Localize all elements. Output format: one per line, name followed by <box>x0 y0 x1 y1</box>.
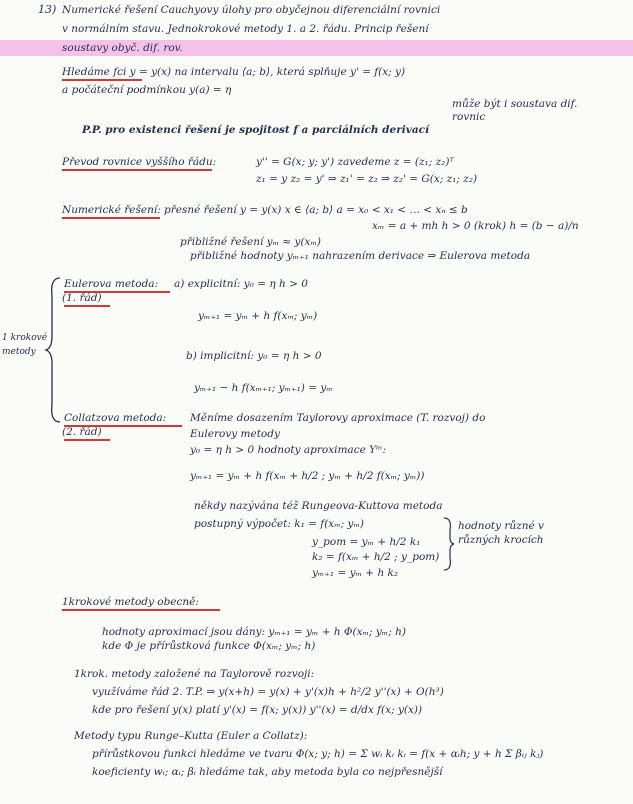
right-brace <box>442 516 456 572</box>
euler-label: Eulerova metoda: <box>64 278 159 290</box>
general-label: 1krokové metody obecně: <box>62 596 199 608</box>
collatz-line-8: k₂ = f(xₘ + h/2 ; y_pom) <box>312 551 440 563</box>
intro-line-1: Hledáme fci y = y(x) na intervalu ⟨a; b⟩, která splňuje y' = f(x; y) <box>62 66 406 78</box>
numeric-line-3: přibližné řešení yₘ ≈ y(xₘ) <box>180 236 322 248</box>
euler-implicit-2: yₘ₊₁ − h f(xₘ₊₁; yₘ₊₁) = yₘ <box>194 382 333 394</box>
red-underline <box>64 439 110 441</box>
red-underline <box>62 609 220 611</box>
collatz-line-5: někdy nazývána též Rungeova-Kuttova metoda <box>194 500 443 512</box>
red-underline <box>62 217 160 219</box>
header-line-1: Numerické řešení Cauchyovy úlohy pro obyčejnou diferenciální rovnici <box>62 4 441 16</box>
collatz-line-9: yₘ₊₁ = yₘ + h k₂ <box>312 567 399 579</box>
intro-line-2: a počáteční podmínkou y(a) = η <box>62 84 232 96</box>
red-underline <box>62 169 212 171</box>
general-line-1: hodnoty aproximací jsou dány: yₘ₊₁ = yₘ + h Φ(xₘ; yₘ; h) <box>102 626 406 638</box>
collatz-note-2: různých krocích <box>458 534 544 546</box>
intro-note-1: může být i soustava dif. <box>452 98 578 110</box>
numeric-line-2: xₘ = a + mh h > 0 (krok) h = (b − a)/n <box>372 220 579 232</box>
rk-line-3: koeficienty wᵢ; αᵢ; βᵢ hledáme tak, aby metoda byla co nejpřesnější <box>92 766 443 778</box>
euler-explicit-2: yₘ₊₁ = yₘ + h f(xₘ; yₘ) <box>198 310 318 322</box>
taylor-line-2: využíváme řád 2. T.P. ⇒ y(x+h) = y(x) + y'(x)h + h²/2 y''(x) + O(h³) <box>92 686 444 698</box>
euler-explicit-1: a) explicitní: y₀ = η h > 0 <box>174 278 308 290</box>
taylor-line-1: 1krok. metody založené na Taylorově rozvoji: <box>74 668 315 680</box>
taylor-line-3: kde pro řešení y(x) platí y'(x) = f(x; y(x)) y''(x) = d/dx f(x; y(x)) <box>92 704 423 716</box>
pp-condition: P.P. pro existenci řešení je spojitost f a parciálních derivací <box>82 124 430 136</box>
numeric-label: Numerické řešení: <box>62 204 161 216</box>
collatz-line-4: yₘ₊₁ = yₘ + h f(xₘ + h/2 ; yₘ + h/2 f(xₘ; yₘ)) <box>190 470 425 482</box>
numeric-line-1: přesné řešení y = y(x) x ∈ ⟨a; b⟩ a = x₀ < x₁ < … < xₙ ≤ b <box>164 204 468 216</box>
reduction-label: Převod rovnice vyššího řádu: <box>62 156 217 168</box>
curly-brace <box>44 276 64 424</box>
red-underline <box>64 305 110 307</box>
reduction-eq-2: z₁ = y z₂ = y' ⇒ z₁' = z₂ ⇒ z₂' = G(x; z₁; z₂) <box>256 173 478 185</box>
euler-implicit-1: b) implicitní: y₀ = η h > 0 <box>186 350 322 362</box>
collatz-line-1: Měníme dosazením Taylorovy aproximace (T. rozvoj) do <box>190 412 486 424</box>
question-number: 13) <box>38 3 57 16</box>
euler-order: (1. řád) <box>62 292 102 304</box>
header-line-3: soustavy obyč. dif. rov. <box>62 42 183 54</box>
collatz-label: Collatzova metoda: <box>64 412 167 424</box>
side-label-2: metody <box>2 347 36 357</box>
numeric-line-4: přibližné hodnoty yₘ₊₁ nahrazením derivace ⇒ Eulerova metoda <box>190 250 531 262</box>
collatz-order: (2. řád) <box>62 426 102 438</box>
header-line-2: v normálním stavu. Jednokrokové metody 1. a 2. řádu. Princip řešení <box>62 23 429 35</box>
collatz-line-6: postupný výpočet: k₁ = f(xₘ; yₘ) <box>194 518 364 530</box>
side-label-1: 1 krokové <box>2 333 48 343</box>
collatz-line-7: y_pom = yₘ + h/2 k₁ <box>312 536 421 548</box>
collatz-note-1: hodnoty různé v <box>458 520 544 532</box>
red-underline <box>62 79 142 81</box>
rk-line-2: přírůstkovou funkci hledáme ve tvaru Φ(x; y; h) = Σ wᵢ kᵢ kᵢ = f(x + αᵢh; y + h Σ βᵢⱼ kⱼ) <box>92 748 544 760</box>
rk-line-1: Metody typu Runge–Kutta (Euler a Collatz): <box>74 730 308 742</box>
reduction-eq-1: y'' = G(x; y; y') zavedeme z = (z₁; z₂)ᵀ <box>256 156 454 168</box>
general-line-2: kde Φ je přírůstková funkce Φ(xₘ; yₘ; h) <box>102 640 316 652</box>
intro-note-2: rovnic <box>452 111 486 123</box>
collatz-line-2: Eulerovy metody <box>190 428 280 440</box>
collatz-line-3: y₀ = η h > 0 hodnoty aproximace Yᵐ: <box>190 444 387 456</box>
